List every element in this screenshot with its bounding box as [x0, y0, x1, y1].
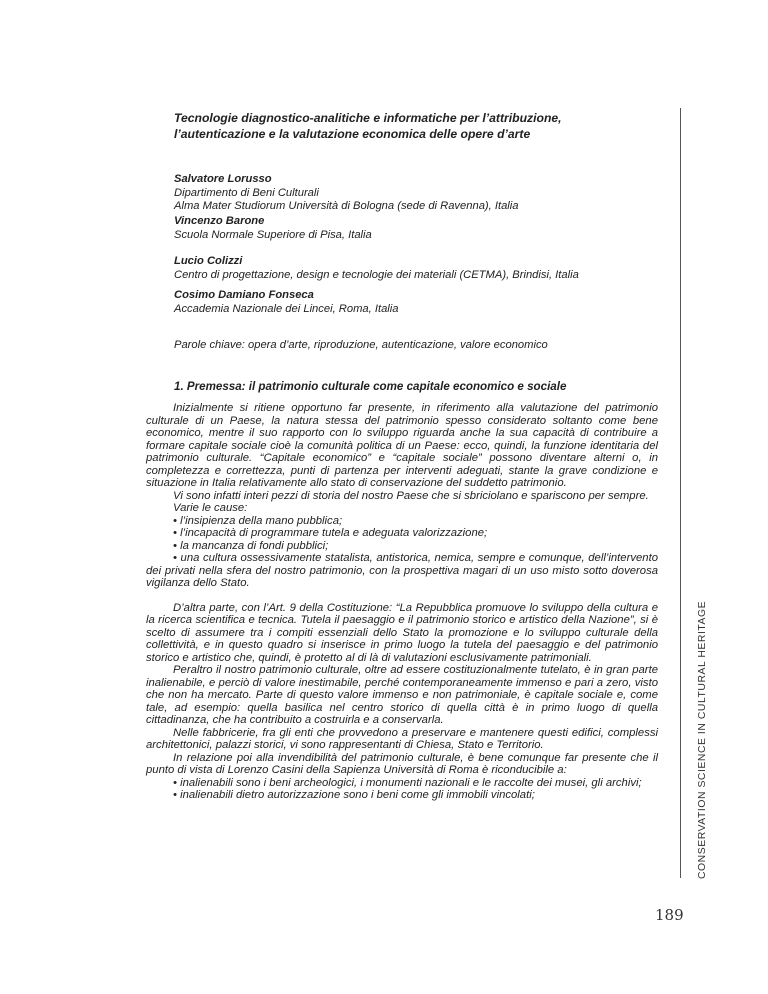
bullet-item: • inalienabili sono i beni archeologici, i monumenti nazionali e le raccolte dei musei, gli archivi;	[173, 776, 642, 789]
body-paragraph: In relazione poi alla invendibilità del patrimonio culturale, è bene comunque far presente che il punto di vista di Lorenzo Casini della Sapienza Università di Roma è riconducibile a:	[146, 751, 658, 776]
author-block-1	[174, 173, 694, 214]
bullet-item: • una cultura ossessivamente statalista, antistorica, nemica, sempre e comunque, dell’intervento dei privati nella sfera del nostro patrimonio, con la prospettiva magari di un uso misto sotto doverosa vigilanza dello Stato.	[146, 552, 658, 589]
author-block-3	[174, 255, 694, 282]
journal-name: CONSERVATION SCIENCE IN CULTURAL HERITAGE	[697, 600, 708, 879]
author-name: Vincenzo Barone	[174, 215, 265, 227]
body-paragraph: Varie le cause:	[173, 502, 248, 514]
body-paragraph: Nelle fabbricerie, fra gli enti che provvedono a preservare e mantenere questi edifici, complessi architettonici, palazzi storici, vi sono rappresentanti di Chiesa, Stato e Territorio.	[146, 726, 658, 751]
author-name: Cosimo Damiano Fonseca	[174, 289, 314, 301]
paragraph-gap	[146, 590, 658, 602]
bullet-item: • l’incapacità di programmare tutela e adeguata valorizzazione;	[173, 527, 488, 539]
bullet-item: • la mancanza di fondi pubblici;	[173, 539, 329, 552]
article-title: Tecnologie diagnostico-analitiche e informatiche per l’attribuzione, l’autenticazione e la valutazione economica delle opere d’arte	[174, 111, 562, 141]
author-name: Salvatore Lorusso	[174, 173, 272, 185]
vertical-divider	[680, 108, 681, 878]
author-affiliation: Centro di progettazione, design e tecnologie dei materiali (CETMA), Brindisi, Italia	[174, 268, 579, 281]
author-name: Lucio Colizzi	[174, 255, 243, 267]
body-paragraph: Peraltro il nostro patrimonio culturale, oltre ad essere costituzionalmente tutelato, è in gran parte inalienabile, e perciò di valore inestimabile, perché contemporaneamente immenso e pari a zero, visto che non ha mercato. Parte di questo valore immenso e non patrimoniale, è capitale sociale e, come tale, ad esempio: quella basilica nel centro storico di quella città è in primo luogo di quella cittadinanza, che ha contribuito a costruirla e a conservarla.	[146, 664, 658, 726]
keywords: Parole chiave: opera d’arte, riproduzione, autenticazione, valore economico	[174, 339, 548, 351]
author-affiliation: Dipartimento di Beni Culturali	[174, 186, 319, 199]
author-affiliation: Accademia Nazionale dei Lincei, Roma, Italia	[174, 302, 399, 315]
page-number: 189	[655, 906, 684, 924]
article-body	[146, 402, 658, 802]
author-affiliation: Alma Mater Studiorum Università di Bologna (sede di Ravenna), Italia	[174, 200, 519, 213]
body-paragraph: Vi sono infatti interi pezzi di storia del nostro Paese che si sbriciolano e spariscono per sempre.	[173, 489, 649, 502]
author-affiliation: Scuola Normale Superiore di Pisa, Italia	[174, 228, 372, 241]
bullet-item: • inalienabili dietro autorizzazione sono i beni come gli immobili vincolati;	[173, 789, 535, 801]
body-paragraph: D’altra parte, con l’Art. 9 della Costituzione: “La Repubblica promuove lo sviluppo della cultura e la ricerca scientifica e tecnica. Tutela il paesaggio e il patrimonio storico e artistico della Nazione”, si è scelto di assumere tra i compiti essenziali dello Stato la promozione e lo sviluppo culturale della collettività, e in questo quadro si inserisce in primo luogo la tutela del paesaggio e del patrimonio storico e artistico che, quindi, è protetto al di là di valutazioni esclusivamente patrimoniali.	[146, 601, 658, 664]
author-block-4	[174, 289, 694, 316]
bullet-item: • l’insipienza della mano pubblica;	[173, 514, 343, 527]
body-paragraph: Inizialmente si ritiene opportuno far presente, in riferimento alla valutazione del patrimonio culturale di un Paese, la natura stessa del patrimonio spesso considerato soltanto come bene economico, mentre il suo rapporto con lo sviluppo riguarda anche la sua capacità di contribuire a formare capitale sociale cioè la comunità politica di un Paese: ecco, quindi, la funzione identitaria del patrimonio culturale. “Capitale economico” e “capitale sociale” possono diventare alterni o, in completezza e correttezza, punti di partenza per interventi adeguati, stante la grave condizione e situazione in Italia relativamente allo stato di conservazione del suddetto patrimonio.	[146, 402, 658, 489]
section-heading: 1. Premessa: il patrimonio culturale come capitale economico e sociale	[174, 380, 567, 393]
author-block-2	[174, 215, 694, 242]
